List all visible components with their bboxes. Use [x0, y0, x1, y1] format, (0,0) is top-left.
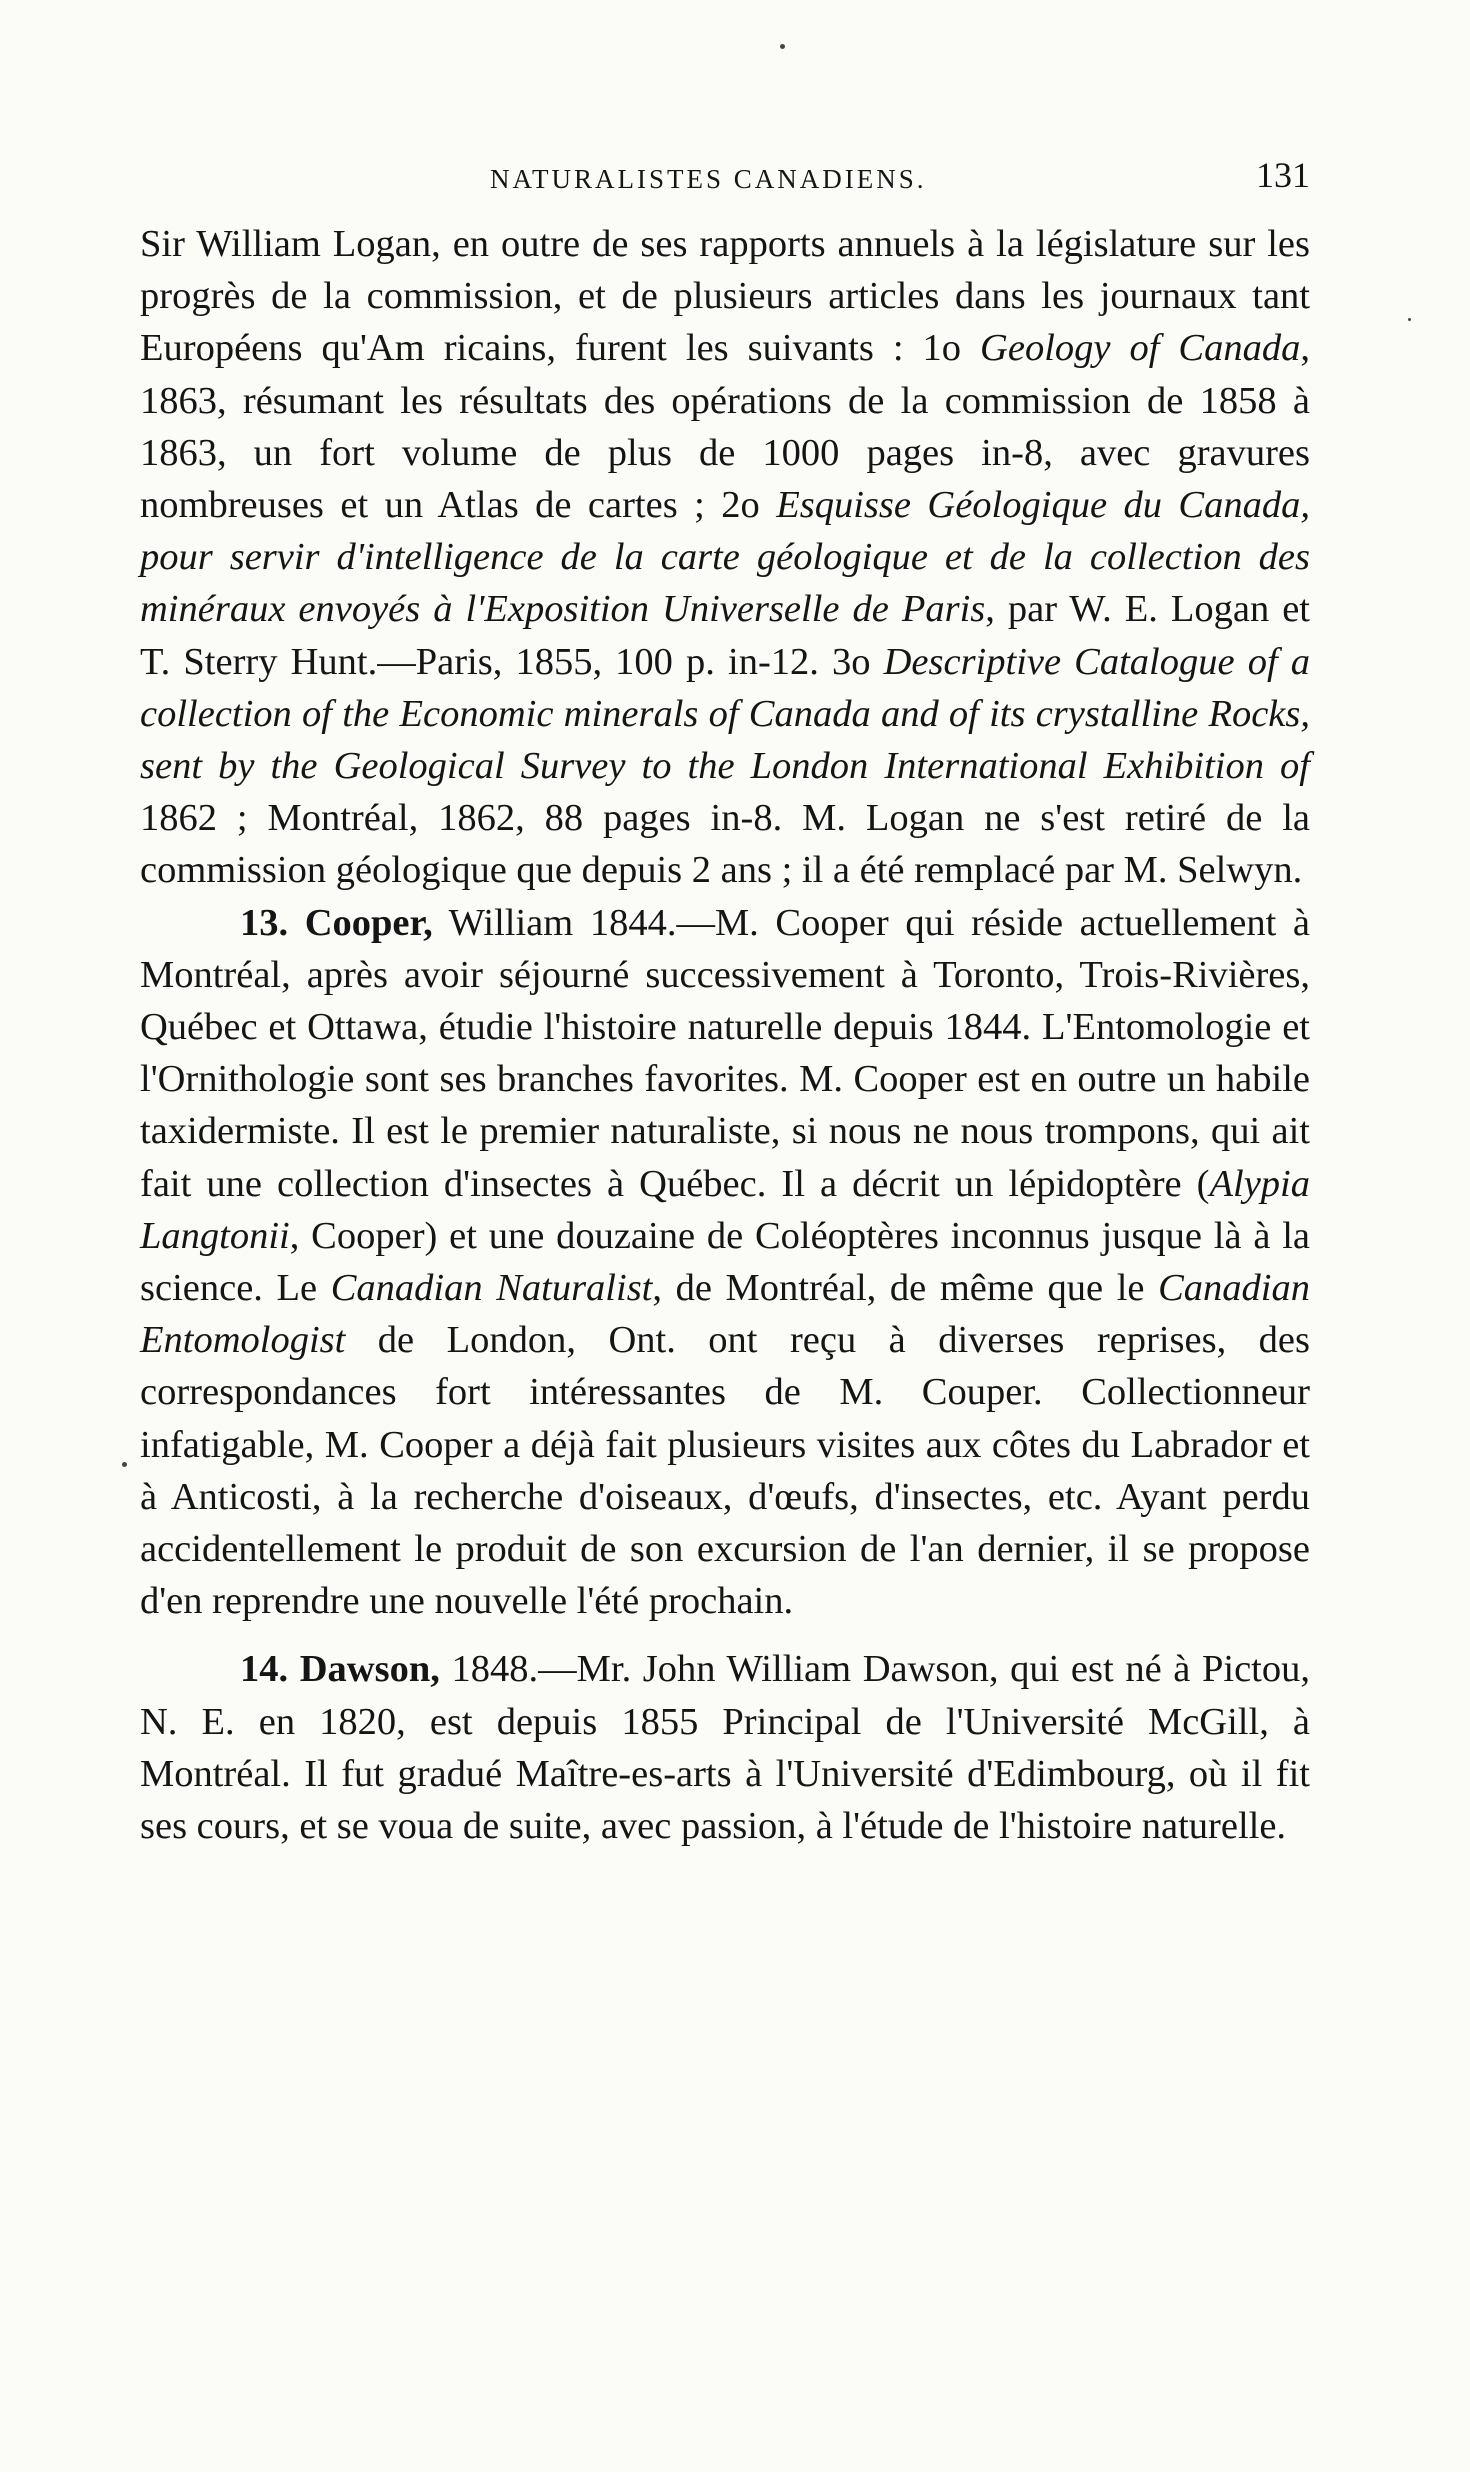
dawson-text-1: 1848.—Mr. John William Dawson, qui est né à Pictou, N. E. en 1820, est depuis 1855 Principal de l'Université McGill, à Montréal. Il fut gradué Maître-es-arts à l'Université d'Edimbourg, où il fit ses cours, et se voua de suite, avec passion, à l'étude de l'histoire naturelle. — [140, 1648, 1311, 1848]
logan-text-2: , 1863, résumant les résultats des opérations de la commission de 1858 à 1863, un fort volume de plus de 1000 pages in-8, avec gravures nombreuses et un Atlas de cartes ; 2o — [140, 327, 1310, 527]
book-page — [140, 150, 1310, 1852]
entry-name-dawson: Dawson, — [299, 1648, 440, 1691]
logan-title-catalogue: Descriptive Catalogue of a collection of the Economic minerals of Canada and of its crystalline Rocks, sent by the Geological Survey to the London International Exhibition of — [140, 640, 1310, 788]
print-speck — [122, 1462, 127, 1467]
page-number: 131 — [1256, 155, 1310, 195]
cooper-text-2: , Cooper) et une douzaine de Coléoptères inconnus jusque là à la science. Le — [140, 1214, 1310, 1310]
logan-text-1: Sir William Logan, en outre de ses rapports annuels à la législature sur les progrès de la commission, et de plusieurs articles dans les journaux tant Européens qu'Am ricains, furent les suivants : 1o — [140, 223, 1310, 370]
entry-number-13: 13. — [240, 901, 289, 944]
logan-title-esquisse: Esquisse Géologique du Canada, pour servir d'intelligence de la carte géologique et de la collection des minéraux envoyés à l'Exposition Universelle de Paris — [140, 484, 1310, 631]
paragraph-cooper — [140, 897, 1310, 1628]
cooper-text-1: William 1844.—M. Cooper qui réside actuellement à Montréal, après avoir séjourné successivement à Toronto, Trois-Rivières, Québec et Ottawa, étudie l'histoire naturelle depuis 1844. L'Entomologie et l'Ornithologie sont ses branches favorites. M. Cooper est en outre un habile taxidermiste. Il est le premier naturaliste, si nous ne nous trompons, qui ait fait une collection d'insectes à Québec. Il a décrit un lépidoptère ( — [140, 901, 1310, 1205]
print-speck — [1408, 318, 1411, 321]
logan-text-4: 1862 ; Montréal, 1862, 88 pages in-8. M. Logan ne s'est retiré de la commission géologique que depuis 2 ans ; il a été remplacé par M. Selwyn. — [140, 797, 1310, 892]
logan-title-geology: Geology of Canada — [980, 327, 1301, 370]
logan-text-3: , par W. E. Logan et T. Sterry Hunt.—Paris, 1855, 100 p. in-12. 3o — [140, 588, 1310, 683]
cooper-text-3: , de Montréal, de même que le — [652, 1267, 1159, 1310]
cooper-journal-entomologist: Canadian Entomologist — [140, 1267, 1310, 1362]
running-head — [140, 150, 1310, 210]
cooper-text-4: de London, Ont. ont reçu à diverses reprises, des correspondances fort intéressantes de M. Couper. Collectionneur infatigable, M. Cooper a déjà fait plusieurs visites aux côtes du Labrador et à Anticosti, à la recherche d'oiseaux, d'œufs, d'insectes, etc. Ayant perdu accidentellement le produit de son excursion de l'an dernier, il se propose d'en reprendre une nouvelle l'été prochain. — [140, 1319, 1310, 1623]
paragraph-dawson — [140, 1643, 1310, 1852]
paragraph-logan-works — [140, 218, 1310, 897]
cooper-species-name: Alypia Langtonii — [140, 1162, 1310, 1257]
cooper-journal-naturalist: Canadian Naturalist — [330, 1267, 653, 1310]
print-speck — [780, 44, 785, 49]
entry-name-cooper: Cooper, — [304, 901, 433, 944]
running-head-title: NATURALISTES CANADIENS. — [490, 164, 927, 194]
entry-number-14: 14. — [240, 1648, 289, 1691]
